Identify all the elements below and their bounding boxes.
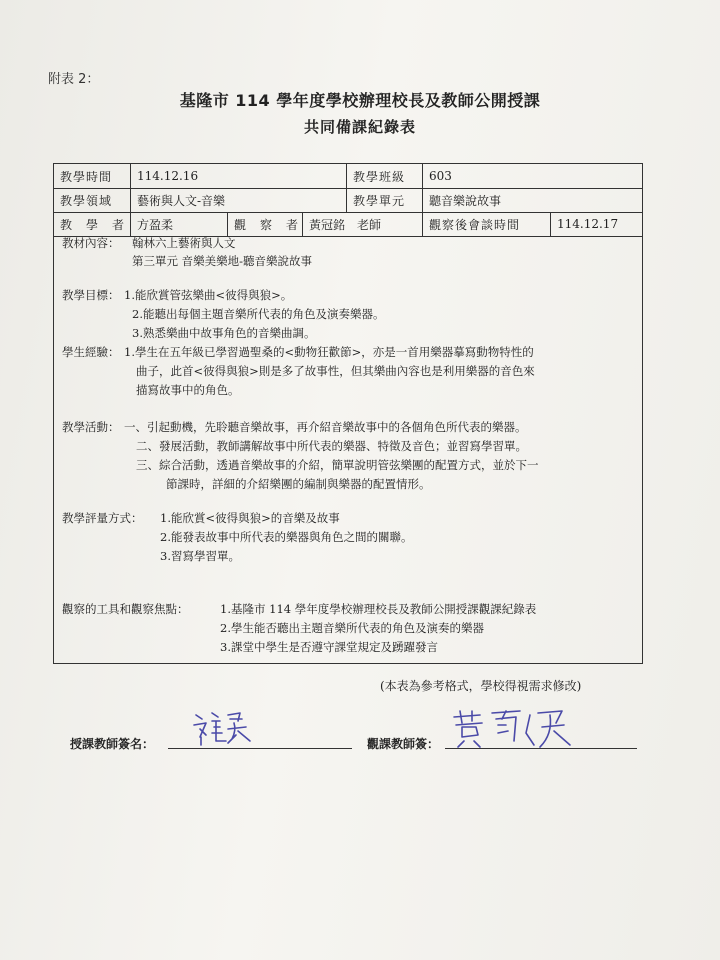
experience-line: 曲子，此首<彼得與狼>則是多了故事性，但其樂曲內容也是利用樂器的音色來	[136, 364, 535, 378]
material-line: 第三單元 音樂美樂地-聽音樂說故事	[132, 254, 313, 268]
format-note: (本表為參考格式，學校得視需求修改)	[380, 679, 582, 693]
experience-line: 描寫故事中的角色。	[136, 383, 240, 397]
goal-item: 1.能欣賞管弦樂曲<彼得與狼>。	[124, 288, 293, 302]
activity-item: 節課時，詳細的介紹樂團的編制與樂器的配置情形。	[166, 477, 431, 491]
activity-label: 教學活動：	[62, 420, 120, 434]
assessment-item: 1.能欣賞<彼得與狼>的音樂及故事	[160, 511, 340, 525]
value-teaching-class: 603	[429, 169, 452, 183]
tool-item: 2.學生能否聽出主題音樂所代表的角色及演奏的樂器	[220, 621, 484, 635]
observer-signature	[450, 705, 580, 751]
label-teacher: 教 學 者	[54, 212, 131, 236]
document-subtitle: 共同備課紀錄表	[303, 118, 416, 136]
tool-item: 3.課堂中學生是否遵守課堂規定及踴躍發言	[220, 640, 438, 654]
label-teaching-time: 教學時間	[54, 164, 131, 188]
info-row-time-class	[54, 164, 642, 189]
value-post-observation-time: 114.12.17	[557, 217, 619, 231]
activity-item: 一、引起動機，先聆聽音樂故事，再介紹音樂故事中的各個角色所代表的樂器。	[124, 420, 527, 434]
label-teaching-unit: 教學單元	[347, 188, 423, 212]
goal-item: 3.熟悉樂曲中故事角色的音樂曲調。	[132, 326, 316, 340]
assessment-label: 教學評量方式：	[62, 511, 143, 525]
record-form	[53, 163, 643, 664]
observer-signature-label: 觀課教師簽：	[367, 737, 440, 751]
label-post-observation-time: 觀察後會談時間	[423, 212, 551, 236]
plan-content	[54, 236, 642, 663]
appendix-label: 附表 2：	[48, 72, 100, 87]
label-teaching-domain: 教學領域	[54, 188, 131, 212]
info-row-domain-unit	[54, 188, 642, 213]
teacher-signature	[190, 705, 270, 749]
label-teaching-class: 教學班級	[347, 164, 423, 188]
experience-line: 1.學生在五年級已學習過聖桑的<動物狂歡節>，亦是一首用樂器摹寫動物特性的	[124, 345, 534, 359]
assessment-item: 2.能發表故事中所代表的樂器與角色之間的關聯。	[160, 530, 413, 544]
activity-item: 二、發展活動，教師講解故事中所代表的樂器、特徵及音色；並習寫學習單。	[136, 439, 527, 453]
tools-label: 觀察的工具和觀察焦點：	[62, 602, 189, 616]
goals-label: 教學目標：	[62, 288, 120, 302]
value-teacher: 方盈柔	[131, 212, 228, 236]
value-teaching-domain: 藝術與人文-音樂	[131, 188, 347, 212]
goal-item: 2.能聽出每個主題音樂所代表的角色及演奏樂器。	[132, 307, 385, 321]
teacher-signature-label: 授課教師簽名：	[70, 737, 155, 751]
document-title: 基隆市 114 學年度學校辦理校長及教師公開授課	[179, 91, 541, 110]
value-observer: 黃冠銘 老師	[303, 212, 423, 236]
experience-label: 學生經驗：	[62, 345, 120, 359]
value-teaching-unit: 聽音樂說故事	[429, 193, 502, 208]
material-line: 翰林六上藝術與人文	[132, 236, 236, 250]
assessment-item: 3.習寫學習單。	[160, 549, 240, 563]
label-observer: 觀 察 者	[228, 212, 303, 236]
tool-item: 1.基隆市 114 學年度學校辦理校長及教師公開授課觀課紀錄表	[220, 602, 537, 616]
material-label: 教材內容：	[62, 236, 120, 250]
value-teaching-time: 114.12.16	[131, 164, 347, 188]
activity-item: 三、綜合活動，透過音樂故事的介紹，簡單說明管弦樂團的配置方式，並於下一	[136, 458, 539, 472]
